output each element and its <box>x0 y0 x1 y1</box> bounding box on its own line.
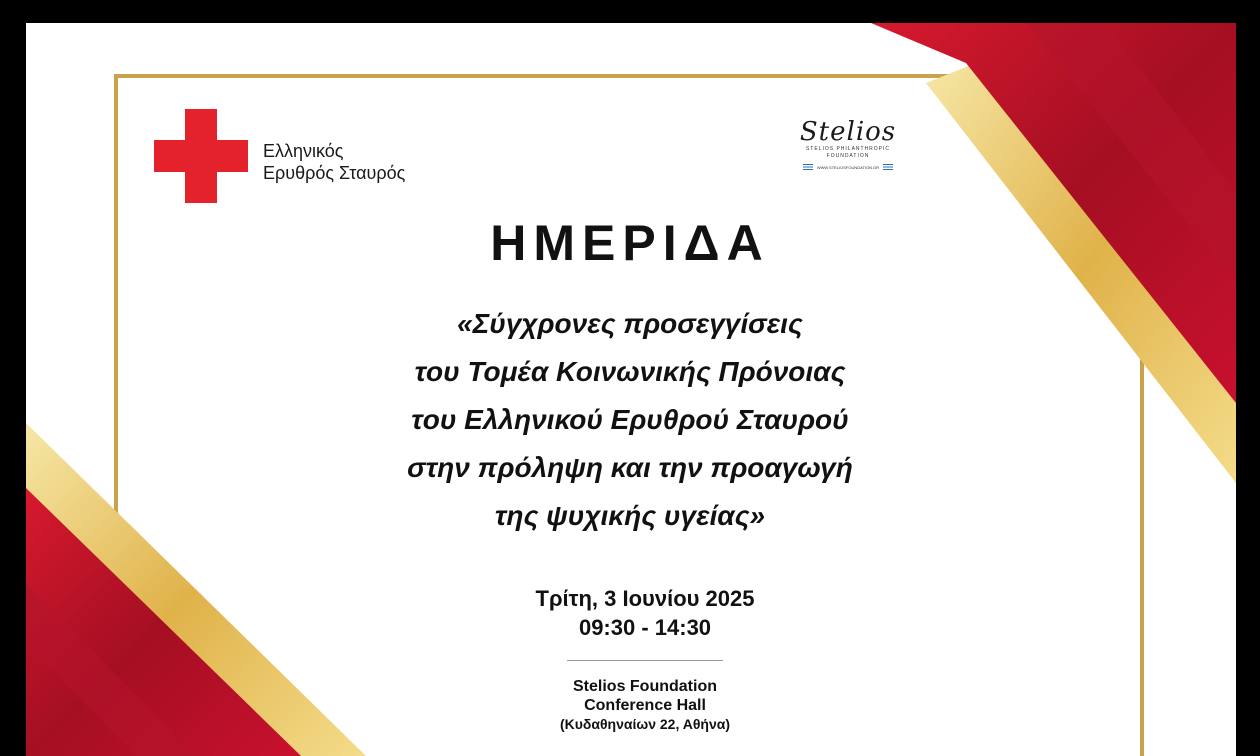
event-date: Τρίτη, 3 Ιουνίου 2025 <box>535 586 755 611</box>
greek-flag-icon <box>883 164 893 170</box>
subtitle-line: «Σύγχρονες προσεγγίσεις <box>457 308 803 339</box>
org-name-line2: Ερυθρός Σταυρός <box>263 163 406 183</box>
stelios-website <box>778 164 918 170</box>
event-time: 09:30 - 14:30 <box>578 615 712 640</box>
venue-line2: Conference Hall <box>584 697 706 714</box>
event-title: ΗΜΕΡΙΔΑ <box>490 215 770 271</box>
event-subtitle <box>0 300 1260 540</box>
event-datetime <box>0 584 1260 642</box>
subtitle-line: του Τομέα Κοινωνικής Πρόνοιας <box>414 356 846 387</box>
subtitle-line: της ψυχικής υγείας» <box>494 500 766 531</box>
stelios-subtitle2: FOUNDATION <box>826 153 870 159</box>
venue-address: (Κυδαθηναίων 22, Αθήνα) <box>559 716 731 732</box>
greek-flag-icon <box>803 164 813 170</box>
org-name-line1: Ελληνικός <box>263 141 344 161</box>
red-cross-logo <box>154 109 248 203</box>
stelios-subtitle: STELIOS PHILANTHROPIC <box>805 146 891 152</box>
event-venue <box>0 677 1260 734</box>
subtitle-line: του Ελληνικού Ερυθρού Σταυρού <box>411 404 849 435</box>
org-name <box>263 140 405 184</box>
stelios-foundation-logo <box>778 118 918 170</box>
divider <box>567 660 723 661</box>
stelios-website-text: WWW.STELIOSFOUNDATION.GR <box>816 164 880 170</box>
stelios-logo-text: Stelios <box>799 117 897 147</box>
subtitle-line: στην πρόληψη και την προαγωγή <box>407 452 853 483</box>
venue-line1: Stelios Foundation <box>573 678 717 695</box>
